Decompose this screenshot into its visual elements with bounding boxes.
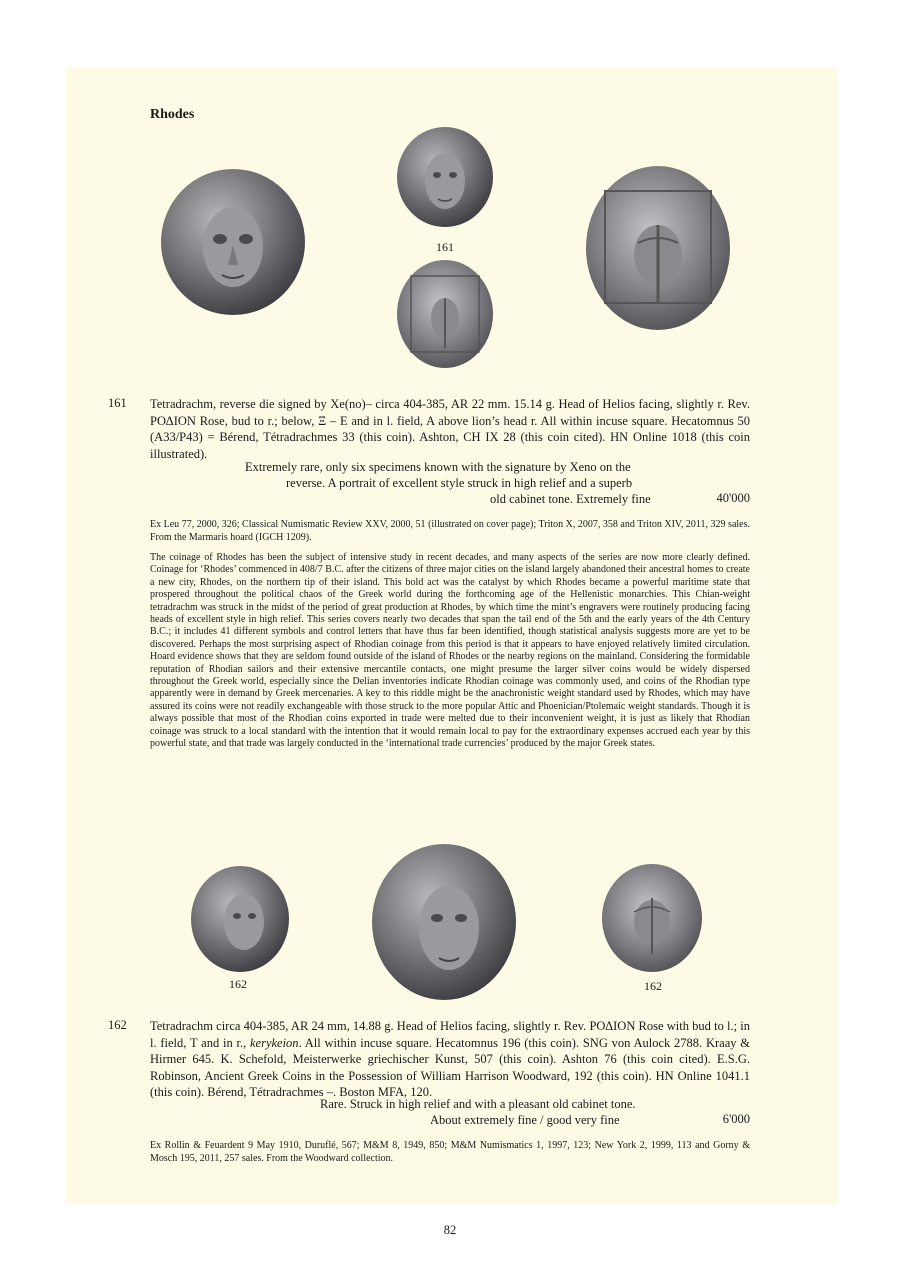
- lot-162-provenance: Ex Rollin & Feuardent 9 May 1910, Duruflé, 567; M&M 8, 1949, 850; M&M Numismatics 1, 1997, 123; New York 2, 1999, 113 and Gorny & Mosch 195, 2011, 257 sales. From the Woodward collection.: [150, 1140, 750, 1164]
- lot-162-description-text: Tetradrachm circa 404-385, AR 24 mm, 14.88 g. Head of Helios facing, slightly r. Rev. ΡΟΔΙΟΝ Rose with bud to l.; in l. field, T and in r.,: [150, 1019, 750, 1050]
- lot-161-rarity-line3: old cabinet tone. Extremely fine: [490, 492, 651, 506]
- lot-162-description-italic: kerykeion: [249, 1035, 299, 1050]
- lot-161-number: 161: [108, 396, 127, 410]
- lot-161-price: 40'000: [716, 491, 750, 505]
- lot-161-provenance: Ex Leu 77, 2000, 326; Classical Numismatic Review XXV, 2000, 51 (illustrated on cover page); Triton X, 2007, 358 and Triton XIV, 2011, 329 sales. From the Marmaris hoard (IGCH 1209).: [150, 519, 750, 543]
- lot-162-rarity-line1: Rare. Struck in high relief and with a pleasant old cabinet tone.: [320, 1097, 636, 1111]
- page-number: 82: [443, 1223, 457, 1237]
- coin-161-obverse-large: [158, 167, 308, 317]
- lot-162-description-text-2: . All within incuse square. Hecatomnus 196 (this coin). SNG von Aulock 2788. Kraay & Hirmer 645. K. Schefold, Meisterwerke griechischer Kunst, 507 (this coin). Ashton 76 (this coin cited). E.S.G. Robinson, Ancient Greek Coins in the Possession of William Harrison Woodward, 192 (this coin). HN Online 1041.1 (this coin). Bérend, Tétradrachmes –. Boston MFA, 120.: [150, 1035, 750, 1099]
- lot-161-rarity-line2: reverse. A portrait of excellent style struck in high relief and a superb: [286, 476, 633, 490]
- coin-161-obverse-small: [395, 125, 495, 230]
- coin-161-label: 161: [436, 240, 454, 254]
- coin-161-reverse-small: [395, 258, 495, 370]
- lot-162-description: [150, 1018, 750, 1101]
- coin-162-label-left: 162: [229, 977, 247, 991]
- lot-161-rarity-line1: Extremely rare, only six specimens known with the signature by Xeno on the: [245, 460, 631, 474]
- coin-162-obverse-small: [189, 864, 291, 974]
- lot-161-description: Tetradrachm, reverse die signed by Xe(no)– circa 404-385, AR 22 mm. 15.14 g. Head of Helios facing, slightly r. Rev. ΡΟΔΙΟΝ Rose, bud to r.; below, Ξ – E and in l. field, A above lion’s head r. All within incuse square. Hecatomnus 50 (A33/P43) = Bérend, Tétradrachmes 33 (this coin). Ashton, CH IX 28 (this coin cited). HN Online 1018 (this coin illustrated).: [150, 397, 750, 461]
- lot-162-rarity-line2: About extremely fine / good very fine: [430, 1113, 620, 1127]
- lot-162-price: 6'000: [722, 1112, 750, 1126]
- section-title: Rhodes: [150, 107, 195, 122]
- coin-162-label-right: 162: [644, 979, 662, 993]
- lot-161-essay: The coinage of Rhodes has been the subject of intensive study in recent decades, and many aspects of the series are now more clearly defined. Coinage for ‘Rhodes’ commenced in 408/7 B.C. after the citizens of three major cities on the island largely abandoned their ancestral homes to create a new city, Rhodes, on the northern tip of their island. This bold act was the catalyst by which Rhodes became a powerful maritime state that prospered throughout the political chaos of the Greek world during the forthcoming age of the Hellenistic monarchies. This Chian-weight tetradrachm was struck in the midst of the period of great production at Rhodes, by which time the mint’s engravers were routinely producing facing heads of excellent style in high relief. This series covers nearly two decades that span the tail end of the 5th and the early years of the 4th Century B.C.; it includes 41 different symbols and control letters that have thus far been identified, though statistical analysis suggests more are yet to be discovered. Perhaps the most surprising aspect of Rhodian coinage from this period is that it appears to have enjoyed relatively limited circulation. Hoard evidence shows that they are seldom found outside of the island of Rhodes or the nearby regions on the mainland. Considering the formidable reputation of Rhodian sailors and their extensive mercantile contacts, one might presume the larger silver coins would be widely dispersed throughout the Greek world, especially since the Delian inventories indicate Rhodian coinage was commonly used, and coins of the Rhodian type apparently were in demand by Greek mercenaries. A key to this riddle might be the anachronistic weight standard used by Rhodes, which may have assured its coins were not readily exchangeable with those struck to the more popular Attic and Phoenician/Ptolemaic weight standards. Though it is always possible that most of the Rhodian coins exported in trade were melted due to their inconvenient weight, it is just as likely that Rhodian coinage was struck to a local standard with the intention that it would remain local to pay for the extraordinary expenses accrued each year by this powerful state, and that trade was largely conducted in the ‘international trade currencies’ produced by the major Greek states.: [150, 552, 750, 750]
- lot-162-number: 162: [108, 1018, 127, 1032]
- coin-161-reverse-large: [583, 163, 733, 333]
- coin-162-obverse-large: [369, 842, 519, 1002]
- coin-162-reverse: [600, 862, 704, 974]
